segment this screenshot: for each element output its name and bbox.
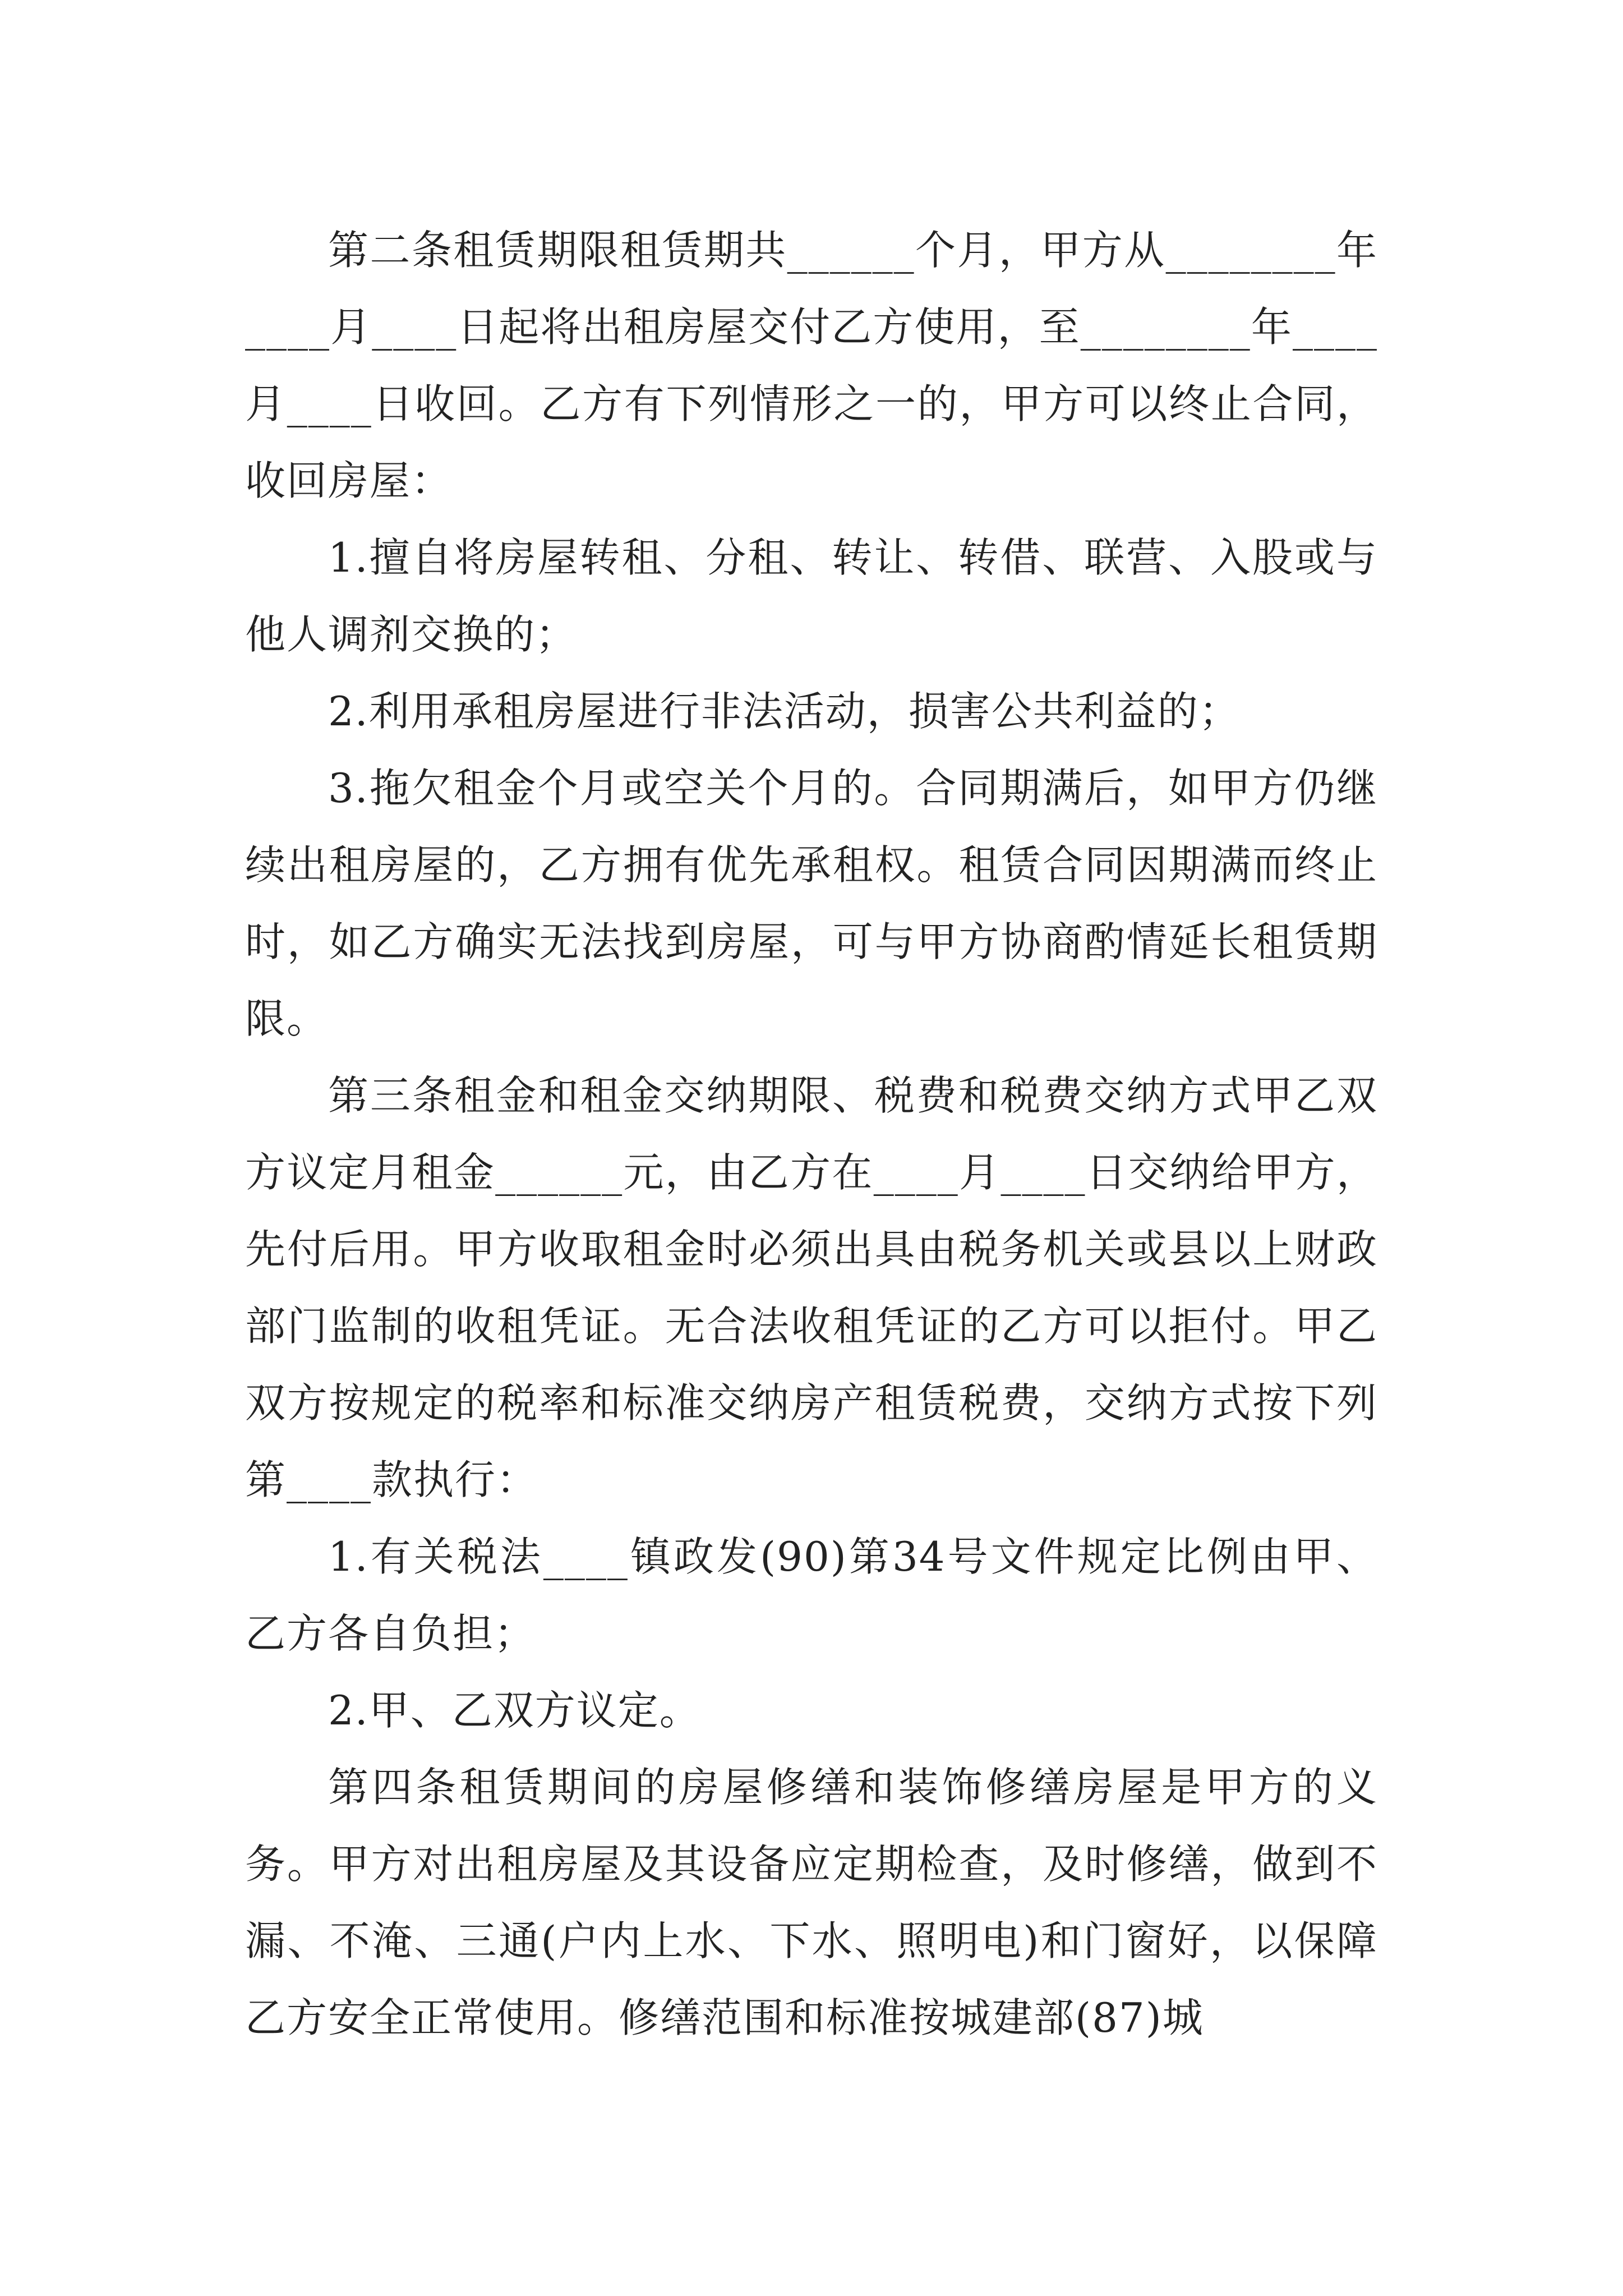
paragraph-item-illegal-use: 2.利用承租房屋进行非法活动，损害公共利益的；	[328, 688, 1241, 735]
paragraph-repairs: 第四条租赁期间的房屋修缮和装饰修缮房屋是甲方的义务。甲方对出租房屋及其设备应定期检查，及时修缮，做到不漏、不淹、三通(户内上水、下水、照明电)和门窗好，以保障乙方安全正常使用。修缮范围和标准按城建部(87)城	[245, 1764, 1378, 2041]
paragraph-rent-and-tax: 第三条租金和租金交纳期限、税费和税费交纳方式甲乙双方议定月租金______元，由乙方在____月____日交纳给甲方，先付后用。甲方收取租金时必须出具由税务机关或县以上财政部门监制的收租凭证。无合法收租凭证的乙方可以拒付。甲乙双方按规定的税率和标准交纳房产租赁税费，交纳方式按下列第____款执行：	[245, 1072, 1378, 1503]
paragraph-lease-term: 第二条租赁期限租赁期共______个月，甲方从________年____月____日起将出租房屋交付乙方使用，至________年____月____日收回。乙方有下列情形之一的，甲方可以终止合同，收回房屋：	[245, 227, 1378, 504]
paragraph-item-arrears: 3.拖欠租金个月或空关个月的。合同期满后，如甲方仍继续出租房屋的，乙方拥有优先承租权。租赁合同因期满而终止时，如乙方确实无法找到房屋，可与甲方协商酌情延长租赁期限。	[245, 765, 1378, 1042]
paragraph-tax-item-2: 2.甲、乙双方议定。	[328, 1687, 701, 1734]
paragraph-item-sublet: 1.擅自将房屋转租、分租、转让、转借、联营、入股或与他人调剂交换的；	[245, 534, 1378, 658]
contract-body	[245, 212, 1378, 2056]
paragraph-tax-item-1: 1.有关税法____镇政发(90)第34号文件规定比例由甲、乙方各自负担；	[245, 1533, 1378, 1657]
